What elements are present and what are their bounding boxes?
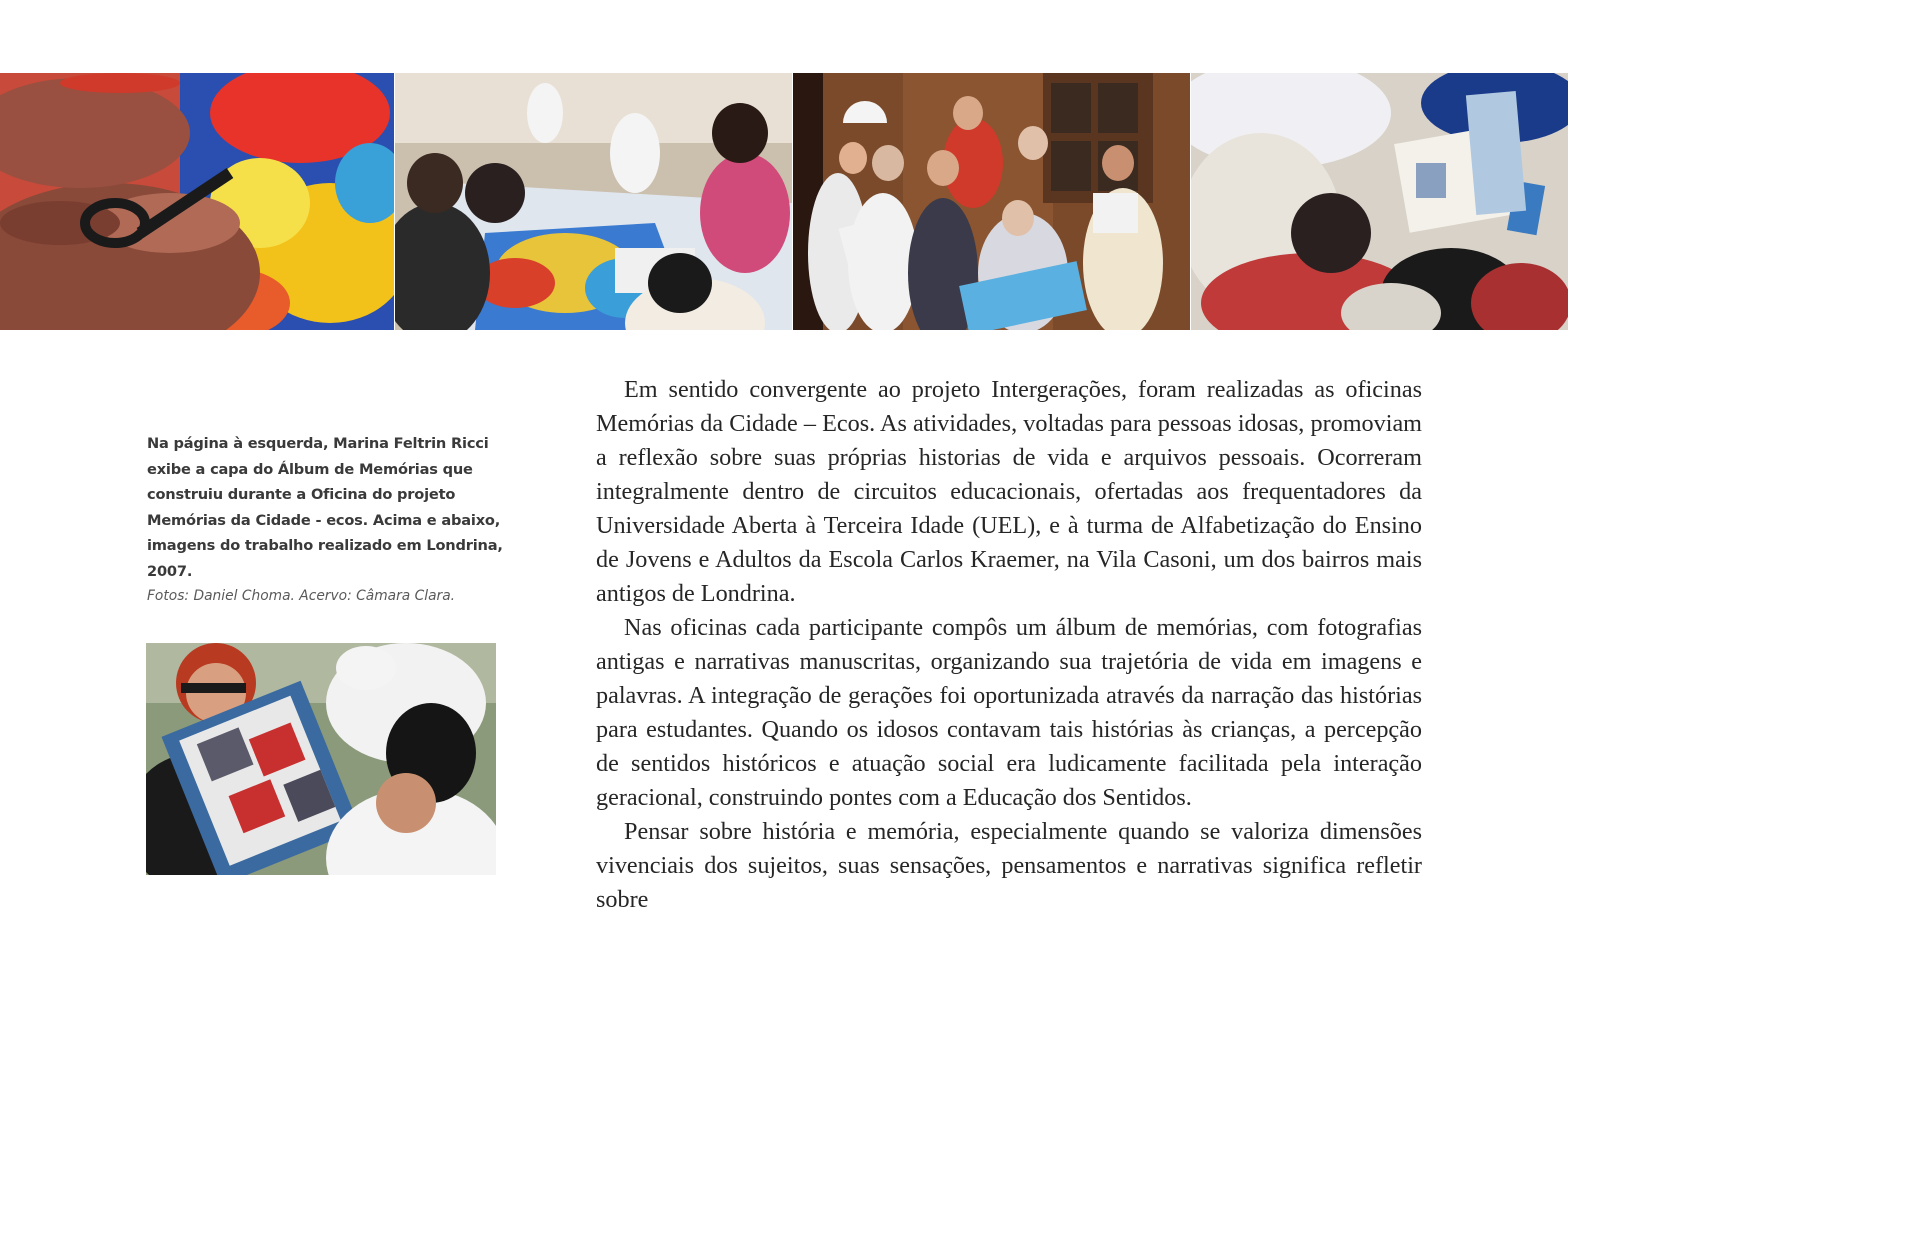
paragraph-3: Pensar sobre história e memória, especialmente quando se valoriza dimensões vivenciais dos sujeitos, suas sensações, pensamentos e narrativas significa refletir sobre: [596, 818, 1422, 913]
photo-caption: [147, 431, 517, 609]
paragraph-2: Nas oficinas cada participante compôs um álbum de memórias, com fotografias antigas e narrativas manuscritas, organizando sua trajetória de vida em imagens e palavras. A integração de gerações foi oportunizada através da narração das histórias para estudantes. Quando os idosos contavam tais histórias às crianças, a percepção de sentidos históricos e atuação social era ludicamente facilitada pela interação geracional, construindo pontes com a Educação dos Sentidos.: [596, 614, 1422, 811]
top-photo-strip: [0, 73, 1568, 330]
article-body: [596, 373, 1422, 917]
caption-text: Na página à esquerda, Marina Feltrin Ricci exibe a capa do Álbum de Memórias que construiu durante a Oficina do projeto Memórias da Cidade - ecos. Acima e abaixo, imagens do trabalho realizado em Londrina, 2007.: [147, 435, 503, 580]
photo-group-with-albums: [793, 73, 1190, 330]
photo-workshop-table: [395, 73, 792, 330]
photo-hands-cutting-fabric: [0, 73, 394, 330]
photo-credit: Fotos: Daniel Choma. Acervo: Câmara Clara.: [147, 588, 456, 604]
photo-woman-showing-album: [146, 643, 496, 875]
photo-children-viewing-album: [1191, 73, 1568, 330]
paragraph-1: Em sentido convergente ao projeto Intergerações, foram realizadas as oficinas Memórias da Cidade – Ecos. As atividades, voltadas para pessoas idosas, promoviam a reflexão sobre suas próprias historias de vida e arquivos pessoais. Ocorreram integralmente dentro de circuitos educacionais, ofertadas aos frequentadores da Universidade Aberta à Terceira Idade (UEL), e à turma de Alfabetização do Ensino de Jovens e Adultos da Escola Carlos Kraemer, na Vila Casoni, um dos bairros mais antigos de Londrina.: [596, 376, 1422, 607]
